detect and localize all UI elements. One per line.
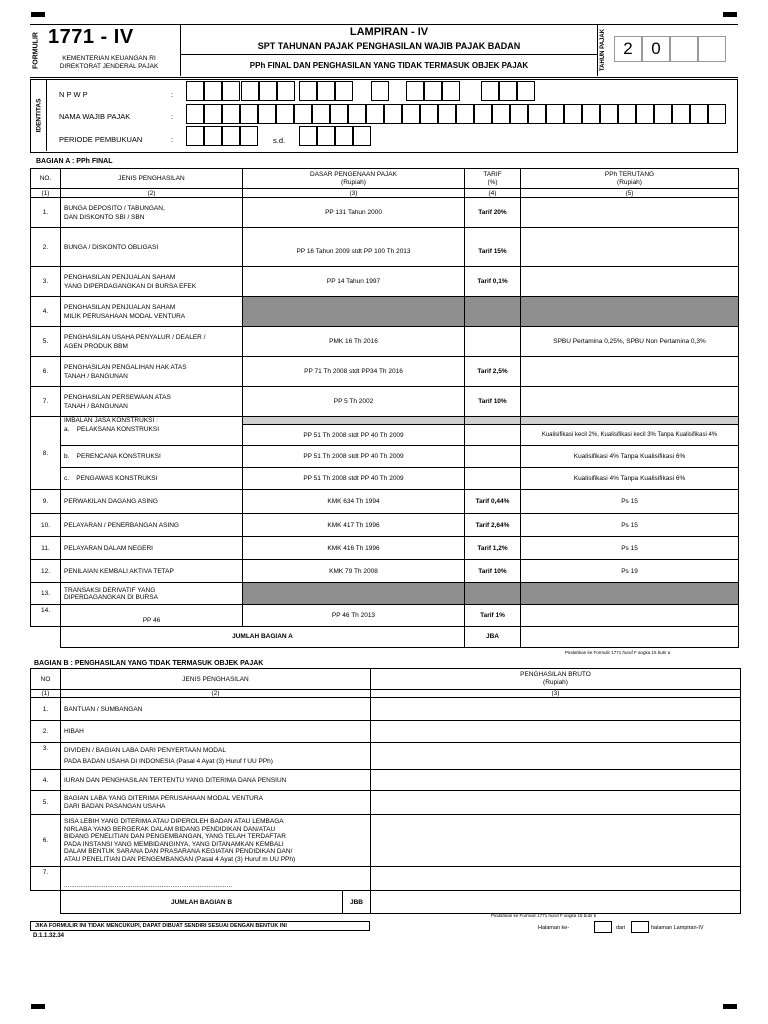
nama-char-box[interactable] bbox=[348, 104, 366, 124]
row-no: 5. bbox=[31, 327, 61, 357]
nama-char-box[interactable] bbox=[294, 104, 312, 124]
row-jenis: TRANSAKSI DERIVATIF YANG DIPERDAGANGKAN DI BURSA bbox=[61, 583, 243, 605]
col-header-jenis: JENIS PENGHASILAN bbox=[61, 169, 243, 189]
nama-char-box[interactable] bbox=[708, 104, 726, 124]
table-row bbox=[31, 867, 741, 891]
row-bruto[interactable] bbox=[371, 698, 741, 721]
col-number: (4) bbox=[465, 189, 521, 198]
npwp-char-box[interactable] bbox=[424, 81, 442, 101]
periode-char-box[interactable] bbox=[299, 126, 317, 146]
row-jenis: b. PERENCANA KONSTRUKSI bbox=[61, 446, 243, 468]
registration-mark-top-left bbox=[31, 12, 45, 17]
lampiran-title: LAMPIRAN - IV bbox=[349, 26, 429, 38]
registration-mark-bottom-left bbox=[31, 1004, 45, 1009]
nama-wajib-pajak-label: NAMA WAJIB PAJAK bbox=[59, 112, 131, 121]
col-number: (2) bbox=[61, 690, 371, 698]
npwp-char-box[interactable] bbox=[299, 81, 317, 101]
identitas-section bbox=[30, 79, 738, 153]
row-no: 2. bbox=[31, 721, 61, 743]
row-no: 12. bbox=[31, 560, 61, 583]
table-row bbox=[31, 468, 739, 490]
row-8-shaded bbox=[521, 417, 739, 425]
nama-char-box[interactable] bbox=[312, 104, 330, 124]
halaman-lampiran-label: halaman Lampiran-IV bbox=[651, 925, 704, 931]
nama-char-box[interactable] bbox=[384, 104, 402, 124]
year-digit-1[interactable]: 2 bbox=[614, 36, 642, 62]
table-row bbox=[31, 297, 739, 327]
row-tarif: Tarif 10% bbox=[465, 560, 521, 583]
table-row bbox=[31, 267, 739, 297]
table-row bbox=[31, 560, 739, 583]
nama-char-box[interactable] bbox=[186, 104, 204, 124]
npwp-char-box[interactable] bbox=[499, 81, 517, 101]
form-number: 1771 - IV bbox=[48, 26, 134, 48]
table-row bbox=[31, 490, 739, 514]
ministry-label: KEMENTERIAN KEUANGAN RI DIREKTORAT JENDERAL PAJAK bbox=[59, 55, 159, 70]
row-no: 14. bbox=[31, 605, 61, 627]
row-pph[interactable] bbox=[521, 267, 739, 297]
row-dasar[interactable]: PP 131 Tahun 2000 bbox=[243, 198, 465, 228]
table-row bbox=[31, 721, 741, 743]
col-number: (1) bbox=[31, 189, 61, 198]
dari-label: dari bbox=[616, 925, 626, 931]
row-bruto[interactable] bbox=[371, 743, 741, 770]
nama-char-box[interactable] bbox=[456, 104, 474, 124]
row-dasar-shaded bbox=[243, 583, 465, 605]
row-no: 7. bbox=[31, 387, 61, 417]
row-no: 9. bbox=[31, 490, 61, 514]
row-bruto[interactable] bbox=[371, 721, 741, 743]
nama-char-box[interactable] bbox=[474, 104, 492, 124]
row-pph[interactable] bbox=[521, 228, 739, 267]
blank-cell bbox=[31, 627, 61, 648]
row-no: 1. bbox=[31, 198, 61, 228]
row-jenis: PENGHASILAN PERSEWAAN ATAS TANAH / BANGUNAN bbox=[61, 387, 243, 417]
row-pph[interactable] bbox=[521, 605, 739, 627]
formulir-label: FORMULIR bbox=[32, 32, 40, 69]
table-row bbox=[31, 198, 739, 228]
table-row bbox=[31, 417, 739, 425]
nama-char-box[interactable] bbox=[222, 104, 240, 124]
halaman-ke-label: Halaman ke- bbox=[538, 925, 570, 931]
col-header-pph: PPh TERUTANG (Rupiah) bbox=[521, 169, 739, 189]
periode-char-box[interactable] bbox=[353, 126, 371, 146]
bagian-a-title: BAGIAN A : PPh FINAL bbox=[36, 158, 113, 165]
row-dasar[interactable]: PMK 16 Th 2016 bbox=[243, 327, 465, 357]
row-dasar[interactable]: KMK 416 Th 1996 bbox=[243, 537, 465, 560]
nama-char-box[interactable] bbox=[618, 104, 636, 124]
nama-char-box[interactable] bbox=[402, 104, 420, 124]
periode-char-box[interactable] bbox=[335, 126, 353, 146]
npwp-char-box[interactable] bbox=[317, 81, 335, 101]
nama-char-box[interactable] bbox=[366, 104, 384, 124]
npwp-char-box[interactable] bbox=[481, 81, 499, 101]
periode-char-box[interactable] bbox=[317, 126, 335, 146]
row-no: 2. bbox=[31, 228, 61, 267]
npwp-colon: : bbox=[171, 90, 174, 99]
table-row bbox=[31, 815, 741, 867]
row-tarif-shaded bbox=[465, 297, 521, 327]
row-jenis: PENGHASILAN PENJUALAN SAHAM YANG DIPERDAGANGKAN DI BURSA EFEK bbox=[61, 267, 243, 297]
row-pph-shaded bbox=[521, 297, 739, 327]
npwp-char-box[interactable] bbox=[442, 81, 460, 101]
row-no: 13. bbox=[31, 583, 61, 605]
nama-colon: : bbox=[171, 112, 174, 121]
row-tarif: Tarif 0,44% bbox=[465, 490, 521, 514]
nama-char-box[interactable] bbox=[438, 104, 456, 124]
col-header-bruto: PENGHASILAN BRUTO (Rupiah) bbox=[371, 669, 741, 690]
row-no: 4. bbox=[31, 770, 61, 791]
row-8-shaded bbox=[465, 417, 521, 425]
table-row bbox=[31, 425, 739, 446]
row-jenis: PENGHASILAN PENGALIHAN HAK ATAS TANAH / BANGUNAN bbox=[61, 357, 243, 387]
npwp-char-box[interactable] bbox=[259, 81, 277, 101]
row-dasar[interactable]: PP 16 Tahun 2009 stdt PP 100 Th 2013 bbox=[243, 228, 465, 267]
tahun-pajak-label: TAHUN PAJAK bbox=[600, 28, 606, 72]
row-jenis: BUNGA / DISKONTO OBLIGASI bbox=[61, 228, 243, 267]
row-jenis: BANTUAN / SUMBANGAN bbox=[61, 698, 371, 721]
bagian-b-table bbox=[30, 668, 741, 914]
row-dasar[interactable]: KMK 634 Th 1994 bbox=[243, 490, 465, 514]
jumlah-bagian-b-code: JBB bbox=[343, 891, 371, 914]
row-jenis: IURAN DAN PENGHASILAN TERTENTU YANG DITERIMA DANA PENSIUN bbox=[61, 770, 371, 791]
col-number: (3) bbox=[243, 189, 465, 198]
row-tarif bbox=[465, 446, 521, 468]
row-tarif: Tarif 2,5% bbox=[465, 357, 521, 387]
row-tarif: Tarif 10% bbox=[465, 387, 521, 417]
col-header-no: NO bbox=[31, 669, 61, 690]
npwp-char-box[interactable] bbox=[406, 81, 424, 101]
table-row bbox=[31, 228, 739, 267]
row-pph[interactable]: Ps 15 bbox=[521, 537, 739, 560]
bagian-b-title: BAGIAN B : PENGHASILAN YANG TIDAK TERMASUK OBJEK PAJAK bbox=[34, 660, 264, 667]
npwp-label: N P W P bbox=[59, 90, 88, 99]
npwp-char-box[interactable] bbox=[277, 81, 295, 101]
row-pph[interactable] bbox=[521, 357, 739, 387]
nama-char-box[interactable] bbox=[546, 104, 564, 124]
nama-char-box[interactable] bbox=[654, 104, 672, 124]
form-code: D.1.1.32.34 bbox=[33, 933, 65, 939]
row-no: 10. bbox=[31, 514, 61, 537]
row-dasar[interactable]: KMK 417 Th 1996 bbox=[243, 514, 465, 537]
footer-notice: JIKA FORMULIR INI TIDAK MENCUKUPI, DAPAT DIBUAT SENDIRI SESUAI DENGAN BENTUK INI bbox=[30, 921, 370, 931]
npwp-char-box[interactable] bbox=[186, 81, 204, 101]
year-digit-4[interactable] bbox=[698, 36, 726, 62]
row-dasar[interactable]: PP 51 Th 2008 stdt PP 40 Th 2009 bbox=[243, 468, 465, 490]
row-tarif: Tarif 1% bbox=[465, 605, 521, 627]
bagian-a-table bbox=[30, 168, 739, 648]
row-pph[interactable]: Kualisifikasi 4% Tanpa Kualisifikasi 6% bbox=[521, 468, 739, 490]
row-jenis: PENILAIAN KEMBALI AKTIVA TETAP bbox=[61, 560, 243, 583]
row-tarif bbox=[465, 327, 521, 357]
halaman-total-field[interactable] bbox=[631, 921, 649, 933]
row-jenis: SISA LEBIH YANG DITERIMA ATAU DIPEROLEH BADAN ATAU LEMBAGA NIRLABA YANG BERGERAK DALAM BIDANG PENDIDIKAN DAN/ATAU BIDANG PENELITIAN DAN PENGEMBANGAN, YANG TELAH TERDAFTAR PADA INSTANSI YANG MEMBIDANGINYA, YANG DITANAMKAN KEMBALI DALAM BENTUK SARANA DAN PRASARANA KEGIATAN PENDIDIKAN DAN/ ATAU PENELITIAN DAN PENGEMBANGAN (Pasal 4 Ayat (3) Huruf m UU PPh) bbox=[61, 815, 371, 867]
table-row bbox=[31, 698, 741, 721]
nama-char-box[interactable] bbox=[600, 104, 618, 124]
row-no: 4. bbox=[31, 297, 61, 327]
row-8-shaded bbox=[243, 417, 465, 425]
identitas-label: IDENTITAS bbox=[31, 80, 47, 151]
nama-char-box[interactable] bbox=[330, 104, 348, 124]
spt-title: SPT TAHUNAN PAJAK PENGHASILAN WAJIB PAJAK BADAN bbox=[257, 41, 521, 51]
row-bruto[interactable] bbox=[371, 867, 741, 891]
pph-title: PPh FINAL DAN PENGHASILAN YANG TIDAK TERMASUK OBJEK PAJAK bbox=[249, 61, 529, 70]
row-tarif-shaded bbox=[465, 583, 521, 605]
col-header-jenis: JENIS PENGHASILAN bbox=[61, 669, 371, 690]
year-digit-2[interactable]: 0 bbox=[642, 36, 670, 62]
npwp-char-box[interactable] bbox=[335, 81, 353, 101]
row-jenis: PENGHASILAN PENJUALAN SAHAM MILIK PERUSAHAAN MODAL VENTURA bbox=[61, 297, 243, 327]
registration-mark-bottom-right bbox=[723, 1004, 737, 1009]
jumlah-bagian-b-label: JUMLAH BAGIAN B bbox=[61, 891, 343, 914]
bagian-a-note: Pindahkan ke Formulir 1771 huruf F angka 15 butir a bbox=[565, 650, 671, 655]
table-row bbox=[31, 770, 741, 791]
halaman-ke-field[interactable] bbox=[594, 921, 612, 933]
periode-char-box[interactable] bbox=[240, 126, 258, 146]
nama-char-box[interactable] bbox=[636, 104, 654, 124]
row-no: 7. bbox=[31, 867, 61, 891]
row-no: 3. bbox=[31, 267, 61, 297]
nama-char-box[interactable] bbox=[258, 104, 276, 124]
npwp-char-box[interactable] bbox=[222, 81, 240, 101]
row-dasar[interactable]: PP 46 Th 2013 bbox=[243, 605, 465, 627]
row-tarif: Tarif 20% bbox=[465, 198, 521, 228]
nama-char-box[interactable] bbox=[510, 104, 528, 124]
row-jenis: BUNGA DEPOSITO / TABUNGAN, DAN DISKONTO SBI / SBN bbox=[61, 198, 243, 228]
periode-char-box[interactable] bbox=[186, 126, 204, 146]
periode-char-box[interactable] bbox=[204, 126, 222, 146]
col-header-tarif: TARIF (%) bbox=[465, 169, 521, 189]
npwp-char-box[interactable] bbox=[371, 81, 389, 101]
row-tarif: Tarif 0,1% bbox=[465, 267, 521, 297]
col-number: (1) bbox=[31, 690, 61, 698]
row-bruto[interactable] bbox=[371, 770, 741, 791]
col-number: (2) bbox=[61, 189, 243, 198]
table-row bbox=[31, 537, 739, 560]
row-pph[interactable] bbox=[521, 198, 739, 228]
row-pph[interactable]: Ps 15 bbox=[521, 514, 739, 537]
nama-char-box[interactable] bbox=[276, 104, 294, 124]
row-dasar[interactable]: KMK 79 Th 2008 bbox=[243, 560, 465, 583]
col-number: (5) bbox=[521, 189, 739, 198]
row-no: 11. bbox=[31, 537, 61, 560]
nama-char-box[interactable] bbox=[672, 104, 690, 124]
row-pph[interactable]: Kualisifikasi 4% Tanpa Kualisifikasi 6% bbox=[521, 446, 739, 468]
jumlah-bagian-a-label: JUMLAH BAGIAN A JBA bbox=[61, 627, 521, 648]
blank-cell bbox=[31, 891, 61, 914]
npwp-char-box[interactable] bbox=[241, 81, 259, 101]
nama-char-box[interactable] bbox=[204, 104, 222, 124]
nama-char-box[interactable] bbox=[690, 104, 708, 124]
row-tarif: Tarif 15% bbox=[465, 228, 521, 267]
row-dasar[interactable]: PP 14 Tahun 1997 bbox=[243, 267, 465, 297]
row-jenis: PELAYARAN DALAM NEGERI bbox=[61, 537, 243, 560]
year-digit-3[interactable] bbox=[670, 36, 698, 62]
bagian-b-note: Pindahkan ke Formulir 1771 huruf F angka 15 butir b bbox=[491, 913, 597, 918]
row-dasar[interactable]: PP 5 Th 2002 bbox=[243, 387, 465, 417]
row-tarif: Tarif 2,64% bbox=[465, 514, 521, 537]
nama-char-box[interactable] bbox=[420, 104, 438, 124]
row-bruto[interactable] bbox=[371, 815, 741, 867]
nama-char-box[interactable] bbox=[492, 104, 510, 124]
npwp-char-box[interactable] bbox=[517, 81, 535, 101]
row-jenis: PENGHASILAN USAHA PENYALUR / DEALER / AGEN PRODUK BBM bbox=[61, 327, 243, 357]
periode-char-box[interactable] bbox=[222, 126, 240, 146]
row-jenis: PELAYARAN / PENERBANGAN ASING bbox=[61, 514, 243, 537]
table-row bbox=[31, 387, 739, 417]
row-dasar-shaded bbox=[243, 297, 465, 327]
nama-char-box[interactable] bbox=[564, 104, 582, 124]
row-pph[interactable]: Ps 15 bbox=[521, 490, 739, 514]
periode-colon: : bbox=[171, 135, 174, 144]
row-jenis: HIBAH bbox=[61, 721, 371, 743]
jumlah-bagian-a-value[interactable] bbox=[521, 627, 739, 648]
npwp-char-box[interactable] bbox=[204, 81, 222, 101]
row-jenis: a. PELAKSANA KONSTRUKSI bbox=[61, 425, 243, 446]
row-no: 5. bbox=[31, 791, 61, 815]
row-jenis: PERWAKILAN DAGANG ASING bbox=[61, 490, 243, 514]
row-pph[interactable]: Kualisifikasi kecil 2%, Kualisifikasi kecil 3% Tanpa Kualisifikasi 4% bbox=[521, 425, 739, 446]
jumlah-bagian-a-row bbox=[31, 627, 739, 648]
row-tarif bbox=[465, 425, 521, 446]
jumlah-bagian-b-value[interactable] bbox=[371, 891, 741, 914]
table-row bbox=[31, 327, 739, 357]
nama-char-box[interactable] bbox=[240, 104, 258, 124]
row-no: 6. bbox=[31, 815, 61, 867]
row-tarif: Tarif 1,2% bbox=[465, 537, 521, 560]
row-jenis: DIVIDEN / BAGIAN LABA DARI PENYERTAAN MODAL PADA BADAN USAHA DI INDONESIA (Pasal 4 Ayat (3) Huruf f UU PPh) bbox=[61, 743, 371, 770]
registration-mark-top-right bbox=[723, 12, 737, 17]
row-no: 6. bbox=[31, 357, 61, 387]
nama-char-box[interactable] bbox=[528, 104, 546, 124]
row-pph[interactable]: Ps 19 bbox=[521, 560, 739, 583]
col-number: (3) bbox=[371, 690, 741, 698]
col-header-no: NO. bbox=[31, 169, 61, 189]
table-row bbox=[31, 514, 739, 537]
table-row bbox=[31, 446, 739, 468]
row-dasar[interactable]: PP 71 Th 2008 stdt PP34 Th 2016 bbox=[243, 357, 465, 387]
row-no: 1. bbox=[31, 698, 61, 721]
row-no: 8. bbox=[31, 417, 61, 490]
jumlah-bagian-b-row bbox=[31, 891, 741, 914]
table-row bbox=[31, 743, 741, 770]
nama-char-box[interactable] bbox=[582, 104, 600, 124]
row-pph[interactable]: SPBU Pertamina 0,25%, SPBU Non Pertamina 0,3% bbox=[521, 327, 739, 357]
table-row bbox=[31, 605, 739, 627]
periode-pembukuan-label: PERIODE PEMBUKUAN bbox=[59, 135, 143, 144]
row-no: 3. bbox=[31, 743, 61, 770]
row-dasar[interactable]: PP 51 Th 2008 stdt PP 40 Th 2009 bbox=[243, 446, 465, 468]
form-header bbox=[30, 24, 738, 78]
sd-label: s.d. bbox=[273, 136, 286, 145]
row-bruto[interactable] bbox=[371, 791, 741, 815]
col-header-dasar: DASAR PENGENAAN PAJAK (Rupiah) bbox=[243, 169, 465, 189]
row-jenis: PP 46 bbox=[61, 605, 243, 627]
row-8-heading: IMBALAN JASA KONSTRUKSI : bbox=[61, 417, 243, 425]
row-jenis[interactable]: ............................................................................................. bbox=[61, 867, 371, 891]
table-row bbox=[31, 791, 741, 815]
row-pph-shaded bbox=[521, 583, 739, 605]
row-jenis: BAGIAN LABA YANG DITERIMA PERUSAHAAN MODAL VENTURA DARI BADAN PASANGAN USAHA bbox=[61, 791, 371, 815]
row-jenis: c. PENGAWAS KONSTRUKSI bbox=[61, 468, 243, 490]
row-dasar[interactable]: PP 51 Th 2008 stdt PP 40 Th 2009 bbox=[243, 425, 465, 446]
row-tarif bbox=[465, 468, 521, 490]
table-row bbox=[31, 583, 739, 605]
row-pph[interactable] bbox=[521, 387, 739, 417]
table-row bbox=[31, 357, 739, 387]
